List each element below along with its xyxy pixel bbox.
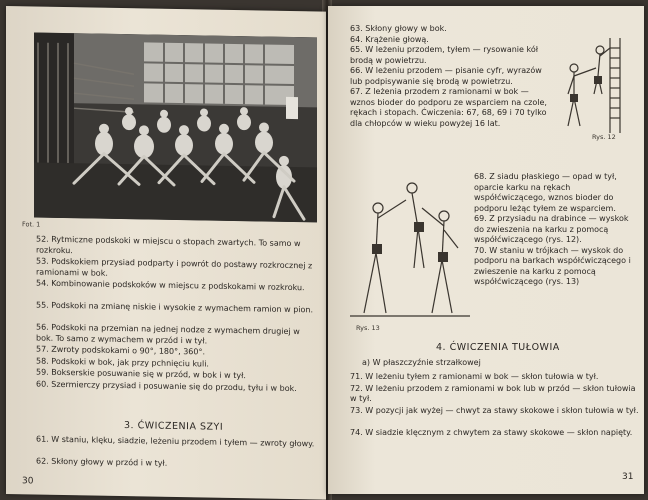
figure-13-caption: Rys. 13 <box>356 324 380 332</box>
exercise-text: W siadzie klęcznym z chwytem za stawy skokowe — skłon napięty. <box>365 427 633 437</box>
gym-photo <box>34 32 317 222</box>
exercise-number: 70. <box>474 245 487 255</box>
exercise-text: Bokserskie posuwanie się w przód, w bok i w tył. <box>51 367 246 381</box>
exercise-item <box>474 214 638 246</box>
photo-caption: Fot. 1 <box>22 220 41 229</box>
exercise-text: Z siadu płaskiego — opad w tył, oparcie karku na rękach współćwiczącego, wznos bioder do podporu leżąc tyłem ze wsparciem. <box>474 172 617 213</box>
exercise-text: W leżeniu przodem — pisanie cyfr, wyrazów lub podpisywanie się brodą w powietrzu. <box>350 66 542 86</box>
exercise-number: 72. <box>350 383 363 393</box>
exercise-number: 58. <box>36 356 49 366</box>
exercise-number: 64. <box>350 34 363 44</box>
exercise-number: 68. <box>474 172 487 181</box>
exercise-text: W staniu, klęku, siadzie, leżeniu przodem i tyłem — zwroty głowy. <box>51 434 315 449</box>
exercise-number: 53. <box>36 256 49 266</box>
exercise-text: Z leżenia przodem z ramionami w bok — wznos bioder do podporu ze wsparciem na czole, rękach i stopach. Ćwiczenia: 67, 68, 69 i 70 tylko dla chłopców w wieku powyżej 16 lat. <box>350 87 547 128</box>
exercise-item <box>36 435 316 450</box>
exercise-item <box>350 24 556 35</box>
exercise-number: 60. <box>36 379 49 389</box>
exercise-text: Krążenie głową. <box>365 34 429 44</box>
exercise-text: Kombinowanie podskoków w miejscu z podskokami w rozkroku. <box>51 278 305 293</box>
exercise-number: 73. <box>350 405 363 415</box>
subheading-sagittal: a) W płaszczyźnie strzałkowej <box>362 358 481 367</box>
exercise-number: 71. <box>350 372 363 381</box>
exercise-item <box>36 301 316 316</box>
exercise-number: 62. <box>36 456 49 466</box>
exercise-number: 52. <box>36 234 49 244</box>
exercise-item <box>36 457 316 472</box>
exercise-text: Z przysiadu na drabince — wyskok do zwieszenia na karku z pomocą współćwiczącego (rys. 12). <box>474 214 629 244</box>
exercise-text: W leżeniu tyłem z ramionami w bok — skłon tułowia w tył. <box>365 372 599 381</box>
exercise-number: 61. <box>36 434 49 444</box>
exercise-number: 55. <box>36 300 49 310</box>
exercise-text: Zwroty podskokami o 90°, 180°, 360°. <box>51 344 206 357</box>
exercise-text: W leżeniu przodem z ramionami w bok lub w przód — skłon tułowia w tył. <box>350 383 636 403</box>
figure-12-illustration <box>560 38 630 134</box>
exercise-number: 63. <box>350 24 363 33</box>
exercise-text: Podskoki na zmianę niskie i wysokie z wymachem ramion w pion. <box>51 300 314 315</box>
exercise-text: Podskoki na przemian na jednej nodze z wymachem drugiej w bok. To samo z wymachem w przód i w tył. <box>36 322 300 346</box>
exercise-item <box>350 87 556 129</box>
section-heading-neck: 3. ĆWICZENIA SZYI <box>124 420 224 433</box>
exercise-text: Podskokiem przysiad podparty i powrót do postawy rozkrocznej z ramionami w bok. <box>36 256 313 278</box>
exercise-text: Szermierczy przysiad i posuwanie się do przodu, tyłu i w bok. <box>51 379 297 393</box>
exercise-number: 56. <box>36 322 49 332</box>
exercise-number: 67. <box>350 87 363 96</box>
figure-13-illustration <box>350 178 470 320</box>
page-number-left: 30 <box>22 476 34 487</box>
exercise-text: W pozycji jak wyżej — chwyt za stawy skokowe i skłon tułowia w tył. <box>365 405 639 415</box>
figure-12-caption: Rys. 12 <box>592 133 616 141</box>
exercise-number: 66. <box>350 66 363 75</box>
exercise-number: 57. <box>36 344 49 354</box>
exercise-text: Skłony głowy w bok. <box>365 24 447 33</box>
exercise-item <box>350 66 556 87</box>
exercise-number: 59. <box>36 367 49 377</box>
page-number-right: 31 <box>622 472 634 482</box>
exercise-text: Skłony głowy w przód i w tył. <box>51 456 168 468</box>
exercise-item <box>350 406 640 417</box>
exercise-text: W staniu w trójkach — wyskok do podporu na barkach współćwiczącego i zwieszenie na karku z pomocą współćwiczącego (rys. 13) <box>474 245 631 286</box>
exercise-item <box>350 45 556 66</box>
section-heading-trunk: 4. ĆWICZENIA TUŁOWIA <box>436 342 560 353</box>
exercise-item <box>350 384 640 405</box>
right-page <box>328 6 644 494</box>
exercise-number: 74. <box>350 427 363 437</box>
exercise-text: Rytmiczne podskoki w miejscu o stopach zwartych. To samo w rozkroku. <box>36 234 301 255</box>
left-page <box>6 6 326 500</box>
exercise-item <box>350 35 556 46</box>
exercise-item <box>350 372 640 383</box>
exercise-number: 69. <box>474 214 487 223</box>
exercise-number: 65. <box>350 45 363 54</box>
exercise-text: Podskoki w bok, jak przy pchnięciu kuli. <box>51 356 209 369</box>
exercise-item <box>350 428 640 439</box>
exercise-number: 54. <box>36 278 49 288</box>
exercise-item <box>474 172 638 214</box>
exercise-item <box>474 246 638 288</box>
exercise-text: W leżeniu przodem, tyłem — rysowanie kół brodą w powietrzu. <box>350 45 538 65</box>
